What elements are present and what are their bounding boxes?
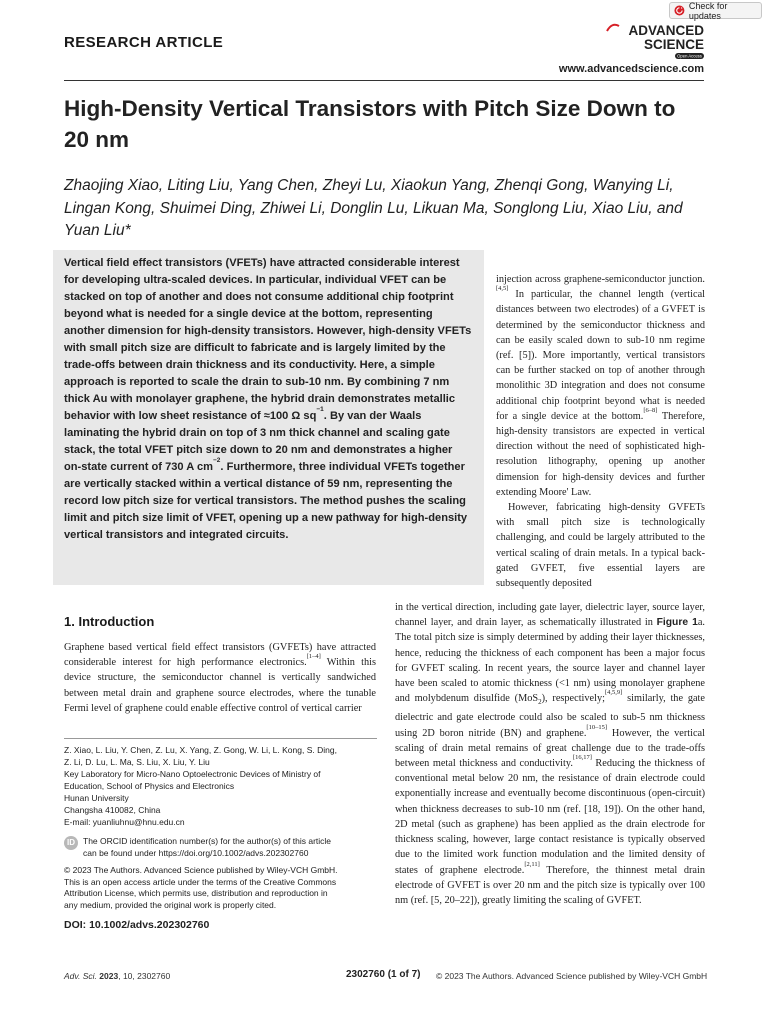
section-label: RESEARCH ARTICLE (64, 34, 224, 51)
citation-link[interactable]: [1–4] (306, 653, 321, 661)
refresh-icon (674, 5, 685, 16)
footer-copyright: © 2023 The Authors. Advanced Science published by Wiley-VCH GmbH (436, 971, 708, 981)
introduction-text: Graphene based vertical field effect transistors (GVFETs) have attracted considerable interest for high performance electronics.[1–4] Within this device structure, the semiconductor channel is vertically sandwiched between metal drain and graphene source electrodes, where the tunable Fermi level of graphene could enable effective control of vertical carrier (64, 642, 376, 714)
check-for-updates-button[interactable] (669, 2, 762, 19)
logo-tag: Open Access (677, 53, 702, 59)
citation-link[interactable]: [6–8] (643, 406, 658, 414)
abstract-text: Vertical field effect transistors (VFETs) have attracted considerable interest for developing ultra-scaled devices. In particular, individual VFET can be stacked on top of another and does not consume additional chip footprint beyond what is needed for a single device at the bottom, representing another dimension for high-density transistors. However, high-density VFETs with small pitch size are difficult to fabricate and is largely limited by the trade-offs between drain thickness and its conductivity. Here, a simple approach is reported to scale the drain to sub-10 nm. By combining 7 nm thick Au with monolayer graphene, the hybrid drain demonstrates metallic behavior with low sheet resistance of ≈100 Ω $sq^{-1}$. By van der Waals laminating the hybrid drain on top of 3 nm thick channel and scaling gate stack, the total VFET pitch size down to 20 nm and demonstrates a higher on-state current of 730 A $cm^{-2}$. Furthermore, three individual VFETs together are vertically stacked within a vertical distance of 59 nm, representing the record low pitch size for vertical transistors. The method pushes the scaling limit and pitch size limit of VFET, opening up a new pathway for high-density vertical transistors and integrated circuits. (64, 257, 472, 541)
citation-link[interactable]: [16,17] (572, 754, 592, 762)
orcid-note: ID The ORCID identification number(s) for the author(s) of this article can be found under https://doi.org/10.1002/advs.202302760 (64, 836, 377, 859)
check-for-updates-label: Check for updates (688, 0, 728, 21)
logo-line2: SCIENCE (643, 37, 704, 52)
right-column-continued (395, 600, 705, 908)
doi-link[interactable]: DOI: 10.1002/advs.202302760 (64, 919, 210, 931)
citation-link[interactable]: [2,11] (524, 860, 540, 868)
paragraph: injection across graphene-semiconductor junction.[4,5] In particular, the channel length (vertical distances between two electrodes) of a GVFET is determined by the semiconductor thickness and can be easily scaled down to sub-10 nm regime (ref. [5]). More importantly, vertical transistors can be further stacked on top of another through monolithic 3D integration and does not consume additional chip footprint beyond what is needed for a single device at the bottom.[6–8] Therefore, high-density transistors are expected in vertical direction without the need of sophisticated high-resolution lithography, opening up another dimension for high-density devices and further extending Moore' Law. (496, 274, 705, 498)
footer-page-number: 2302760 (1 of 7) (346, 969, 421, 980)
citation-link[interactable]: [4,5] (496, 285, 509, 293)
paragraph: in the vertical direction, including gate layer, dielectric layer, source layer, channel layer, and drain layer, as schematically illustrated in Figure 1a. The total pitch size is simply determined by adding their layer thicknesses, hence, reducing the thickness of each component has been a major focus for GVFET scaling. In recent years, the source layer and channel layer have been scaled to atomic thickness (<1 nm) using monolayer graphene and molybdenum disulfide (MoS$_2$), respectively;[4,5,9] similarly, the gate dielectric and gate electrode could also be scaled to sub-5 nm thickness using 2D boron nitride (BN) and graphene.[10–15] However, the vertical scaling of drain metal remains of great challenge due to the trade-offs between metal thickness and conductivity.[16,17] Reducing the thickness of conventional metal below 20 nm, the resistance of drain electrode could exponentially increase and eventually become discontinuous (open-circuit) when thickness decreases to sub-10 nm (ref. [18, 19]). On the other hand, 2D metal (such as graphene) has been applied as the drain electrode for thickness scaling, however, large contact resistance is typically observed due to the limited work function modulation and the limited density of states of graphene electrode.[2,11] Therefore, the thinnest metal drain electrode of GVFET is over 20 nm and the pitch size is typically over 100 nm (ref. [5, 20–22]), greatly limiting the scaling of GVFET. (395, 602, 705, 906)
site-url-link[interactable]: www.advancedscience.com (558, 63, 704, 75)
orcid-link[interactable]: can be found under https://doi.org/10.1002/advs.202302760 (83, 847, 309, 858)
author-list: Zhaojing Xiao, Liting Liu, Yang Chen, Zheyi Lu, Xiaokun Yang, Zhenqi Gong, Wanying Li, Lingan Kong, Shuimei Ding, Zhiwei Li, Donglin Lu, Likuan Ma, Songlong Liu, Xiao Liu, and Yuan Liu* (64, 177, 683, 239)
paragraph: However, fabricating high-density GVFETs with small pitch size is technologically challenging, and could be largely attributed to the vertical scaling of drain metals. In a typical back-gated GVFET, five essential layers are subsequently deposited (496, 502, 705, 590)
right-column-text (496, 272, 705, 591)
logo-line1: ADVANCED (628, 23, 704, 38)
header-rule (64, 80, 704, 81)
article-title: High-Density Vertical Transistors with Pitch Size Down to 20 nm (64, 96, 676, 152)
orcid-icon: ID (64, 836, 78, 850)
figure-link[interactable]: Figure 1 (656, 617, 698, 629)
footnote-rule (64, 738, 377, 739)
citation-link[interactable]: [10–15] (586, 723, 607, 731)
footer-citation: Adv. Sci. 2023, 10, 2302760 (64, 971, 171, 981)
citation-link[interactable]: [4,5,9] (605, 689, 623, 697)
copyright-notice: © 2023 The Authors. Advanced Science published by Wiley-VCH GmbH. This is an open access article under the terms of the Creative Commons Attribution License, which permits use, distribution and reproduction in any medium, provided the original work is properly cited. (64, 865, 338, 910)
affiliation-block: Z. Xiao, L. Liu, Y. Chen, Z. Lu, X. Yang, Z. Gong, W. Li, L. Kong, S. Ding, Z. Li, D. Lu, L. Ma, S. Liu, X. Liu, Y. Liu Key Laboratory for Micro-Nano Optoelectronic Devices of Ministry of Education, School of Physics and Electronics Hunan University Changsha 410082, China E-mail: yuanliuhnu@hnu.edu.cn (64, 744, 377, 828)
section-heading-introduction: 1. Introduction (64, 614, 155, 629)
email-link[interactable]: E-mail: yuanliuhnu@hnu.edu.cn (64, 817, 185, 827)
advanced-science-logo[interactable] (604, 22, 704, 62)
